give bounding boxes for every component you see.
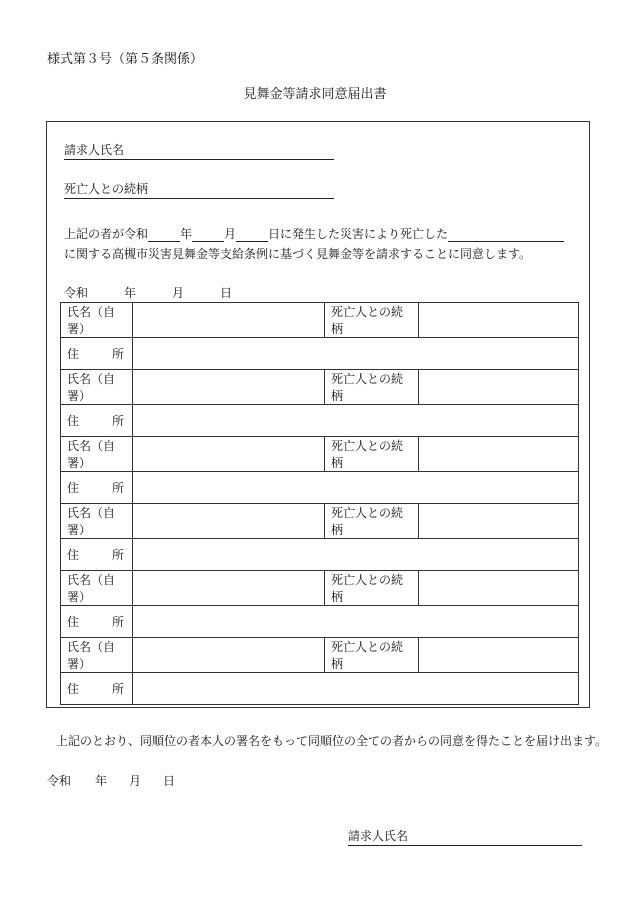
relationship-label: 死亡人との続柄 <box>331 573 404 604</box>
address-label-char2: 所 <box>111 615 124 629</box>
statement-month: 月 <box>224 227 237 241</box>
relationship-label-cell <box>325 504 419 539</box>
name-input-cell[interactable] <box>133 638 325 673</box>
statement-line-2: に関する高槻市災害見舞金等支給条例に基づく見舞金等を請求することに同意します。 <box>64 247 532 261</box>
address-input-cell[interactable] <box>133 338 579 370</box>
disaster-year-blank[interactable] <box>148 228 180 242</box>
relationship-label: 死亡人との続柄 <box>331 506 404 537</box>
name-label: 氏名（自署） <box>67 305 116 336</box>
address-label-char1: 住 <box>67 347 80 361</box>
address-label-char2: 所 <box>111 682 124 696</box>
address-input-cell[interactable] <box>133 405 579 437</box>
name-label: 氏名（自署） <box>67 372 116 403</box>
signer-name-row <box>61 504 579 539</box>
signer-address-row <box>61 539 579 571</box>
address-input-cell[interactable] <box>133 673 579 705</box>
statement-day-suffix: 日に発生した災害により死亡した <box>268 227 449 241</box>
address-label-char1: 住 <box>67 548 80 562</box>
name-label-cell <box>61 370 133 405</box>
address-input-cell[interactable] <box>133 539 579 571</box>
address-label-char2: 所 <box>111 414 124 428</box>
footer-date-era: 令和 <box>47 774 72 788</box>
name-label-cell <box>61 437 133 472</box>
address-label-char2: 所 <box>111 481 124 495</box>
address-input-cell[interactable] <box>133 472 579 504</box>
relationship-input-cell[interactable] <box>419 437 579 472</box>
consent-date-year: 年 <box>124 286 137 300</box>
document-title: 見舞金等請求同意届出書 <box>243 87 387 102</box>
relationship-label-cell <box>325 370 419 405</box>
claimant-name-field[interactable] <box>64 142 334 160</box>
signer-name-row <box>61 437 579 472</box>
name-label-cell <box>61 303 133 338</box>
relationship-label: 死亡人との続柄 <box>331 372 404 403</box>
signer-address-row <box>61 405 579 437</box>
signer-address-row <box>61 673 579 705</box>
address-label-char2: 所 <box>111 347 124 361</box>
name-label-cell <box>61 504 133 539</box>
footer-date <box>47 772 175 789</box>
signer-name-row <box>61 303 579 338</box>
consent-date <box>64 284 232 301</box>
statement-line-1 <box>64 225 564 242</box>
name-label-cell <box>61 571 133 606</box>
footer-claimant-name-field[interactable] <box>348 828 582 846</box>
address-label-char1: 住 <box>67 682 80 696</box>
signer-address-row <box>61 338 579 370</box>
relationship-label-cell <box>325 571 419 606</box>
address-label-char1: 住 <box>67 615 80 629</box>
relationship-label-cell <box>325 437 419 472</box>
name-input-cell[interactable] <box>133 370 325 405</box>
consent-date-day: 日 <box>220 286 233 300</box>
relationship-input-cell[interactable] <box>419 571 579 606</box>
footer-claimant-name-label: 請求人氏名 <box>348 829 409 843</box>
disaster-day-blank[interactable] <box>236 228 268 242</box>
signer-name-row <box>61 370 579 405</box>
footer-statement: 上記のとおり、同順位の者本人の署名をもって同順位の全ての者からの同意を得たことを届け出ます。 <box>56 734 608 748</box>
address-label-cell <box>61 606 133 638</box>
name-label: 氏名（自署） <box>67 640 116 671</box>
footer-date-month: 月 <box>129 774 142 788</box>
name-label-cell <box>61 638 133 673</box>
address-label-cell <box>61 405 133 437</box>
relationship-label-cell <box>325 638 419 673</box>
signer-name-row <box>61 571 579 606</box>
name-input-cell[interactable] <box>133 571 325 606</box>
name-label: 氏名（自署） <box>67 573 116 604</box>
address-label-char1: 住 <box>67 414 80 428</box>
address-label-cell <box>61 338 133 370</box>
name-label: 氏名（自署） <box>67 506 116 537</box>
form-number: 様式第３号（第５条関係） <box>47 52 204 67</box>
relationship-label: 死亡人との続柄 <box>331 439 404 470</box>
relationship-field[interactable] <box>64 181 334 199</box>
name-label: 氏名（自署） <box>67 439 116 470</box>
name-input-cell[interactable] <box>133 437 325 472</box>
relationship-input-cell[interactable] <box>419 370 579 405</box>
name-input-cell[interactable] <box>133 504 325 539</box>
address-label-char2: 所 <box>111 548 124 562</box>
signer-address-row <box>61 606 579 638</box>
deceased-name-blank[interactable] <box>448 228 564 242</box>
relationship-label: 死亡人との続柄 <box>64 182 149 196</box>
signer-address-row <box>61 472 579 504</box>
address-label-char1: 住 <box>67 481 80 495</box>
signer-name-row <box>61 638 579 673</box>
address-label-cell <box>61 472 133 504</box>
relationship-label: 死亡人との続柄 <box>331 305 404 336</box>
address-label-cell <box>61 539 133 571</box>
name-input-cell[interactable] <box>133 303 325 338</box>
address-input-cell[interactable] <box>133 606 579 638</box>
statement-year: 年 <box>180 227 193 241</box>
signature-table <box>60 302 579 705</box>
footer-date-day: 日 <box>163 774 176 788</box>
relationship-input-cell[interactable] <box>419 303 579 338</box>
consent-date-month: 月 <box>172 286 185 300</box>
relationship-label-cell <box>325 303 419 338</box>
statement-part1: 上記の者が令和 <box>64 227 149 241</box>
claimant-name-label: 請求人氏名 <box>64 143 125 157</box>
disaster-month-blank[interactable] <box>192 228 224 242</box>
relationship-input-cell[interactable] <box>419 504 579 539</box>
footer-date-year: 年 <box>95 774 108 788</box>
relationship-input-cell[interactable] <box>419 638 579 673</box>
address-label-cell <box>61 673 133 705</box>
consent-date-era: 令和 <box>64 286 89 300</box>
relationship-label: 死亡人との続柄 <box>331 640 404 671</box>
